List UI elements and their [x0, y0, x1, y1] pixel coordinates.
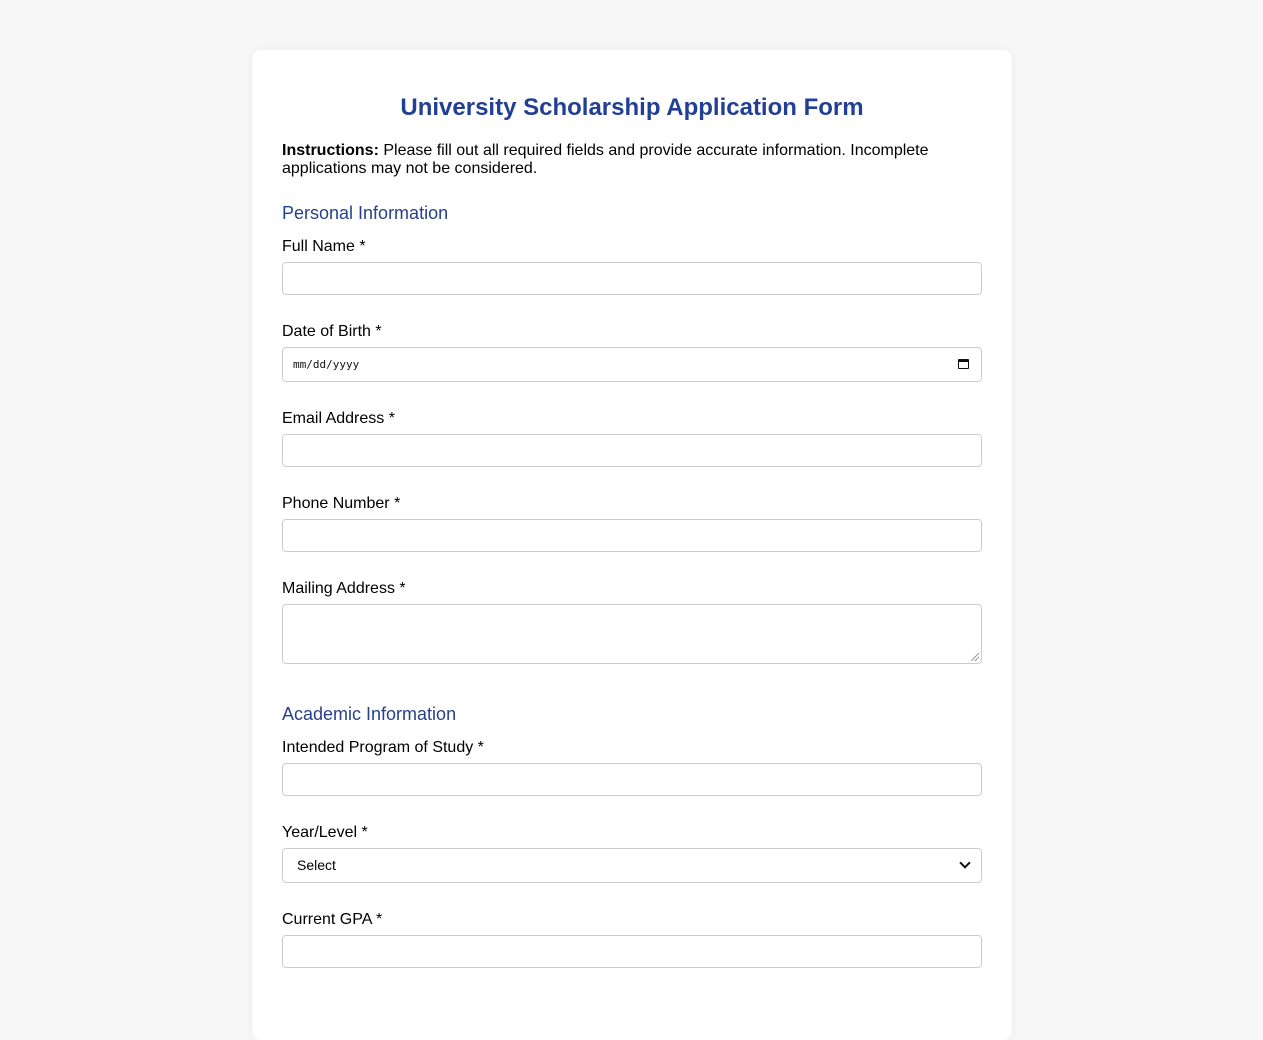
- address-group: [282, 580, 982, 664]
- section-personal-heading: Personal Information: [282, 203, 449, 223]
- address-label: Mailing Address *: [282, 580, 406, 597]
- year-select[interactable]: [282, 848, 982, 883]
- chevron-down-icon: [959, 857, 970, 868]
- full-name-input[interactable]: [282, 262, 982, 295]
- page-title: University Scholarship Application Form: [400, 94, 864, 121]
- phone-input[interactable]: [282, 519, 982, 552]
- full-name-group: [282, 238, 982, 295]
- calendar-icon[interactable]: [958, 359, 969, 369]
- phone-label: Phone Number *: [282, 495, 401, 512]
- program-group: [282, 739, 982, 796]
- instructions-text: Please fill out all required fields and provide accurate information. Incomplete applications may not be considered.: [282, 142, 929, 177]
- email-label: Email Address *: [282, 410, 395, 427]
- gpa-input[interactable]: [282, 935, 982, 968]
- address-textarea[interactable]: [282, 604, 982, 664]
- dob-group: [282, 323, 982, 382]
- resize-handle-icon[interactable]: [971, 653, 979, 661]
- phone-group: [282, 495, 982, 552]
- gpa-label: Current GPA *: [282, 911, 383, 928]
- application-form: [252, 50, 1012, 1040]
- year-group: [282, 824, 982, 883]
- year-selected-value: Select: [297, 857, 336, 873]
- email-group: [282, 410, 982, 467]
- section-academic-heading: Academic Information: [282, 704, 457, 724]
- year-label: Year/Level *: [282, 824, 368, 841]
- gpa-group: [282, 911, 982, 968]
- program-label: Intended Program of Study *: [282, 739, 484, 756]
- dob-input[interactable]: [282, 347, 982, 382]
- instructions-label: Instructions:: [282, 142, 379, 159]
- dob-label: Date of Birth *: [282, 323, 382, 340]
- instructions: [282, 142, 982, 178]
- program-input[interactable]: [282, 763, 982, 796]
- dob-placeholder: mm/dd/yyyy: [293, 358, 360, 371]
- full-name-label: Full Name *: [282, 238, 366, 255]
- email-input[interactable]: [282, 434, 982, 467]
